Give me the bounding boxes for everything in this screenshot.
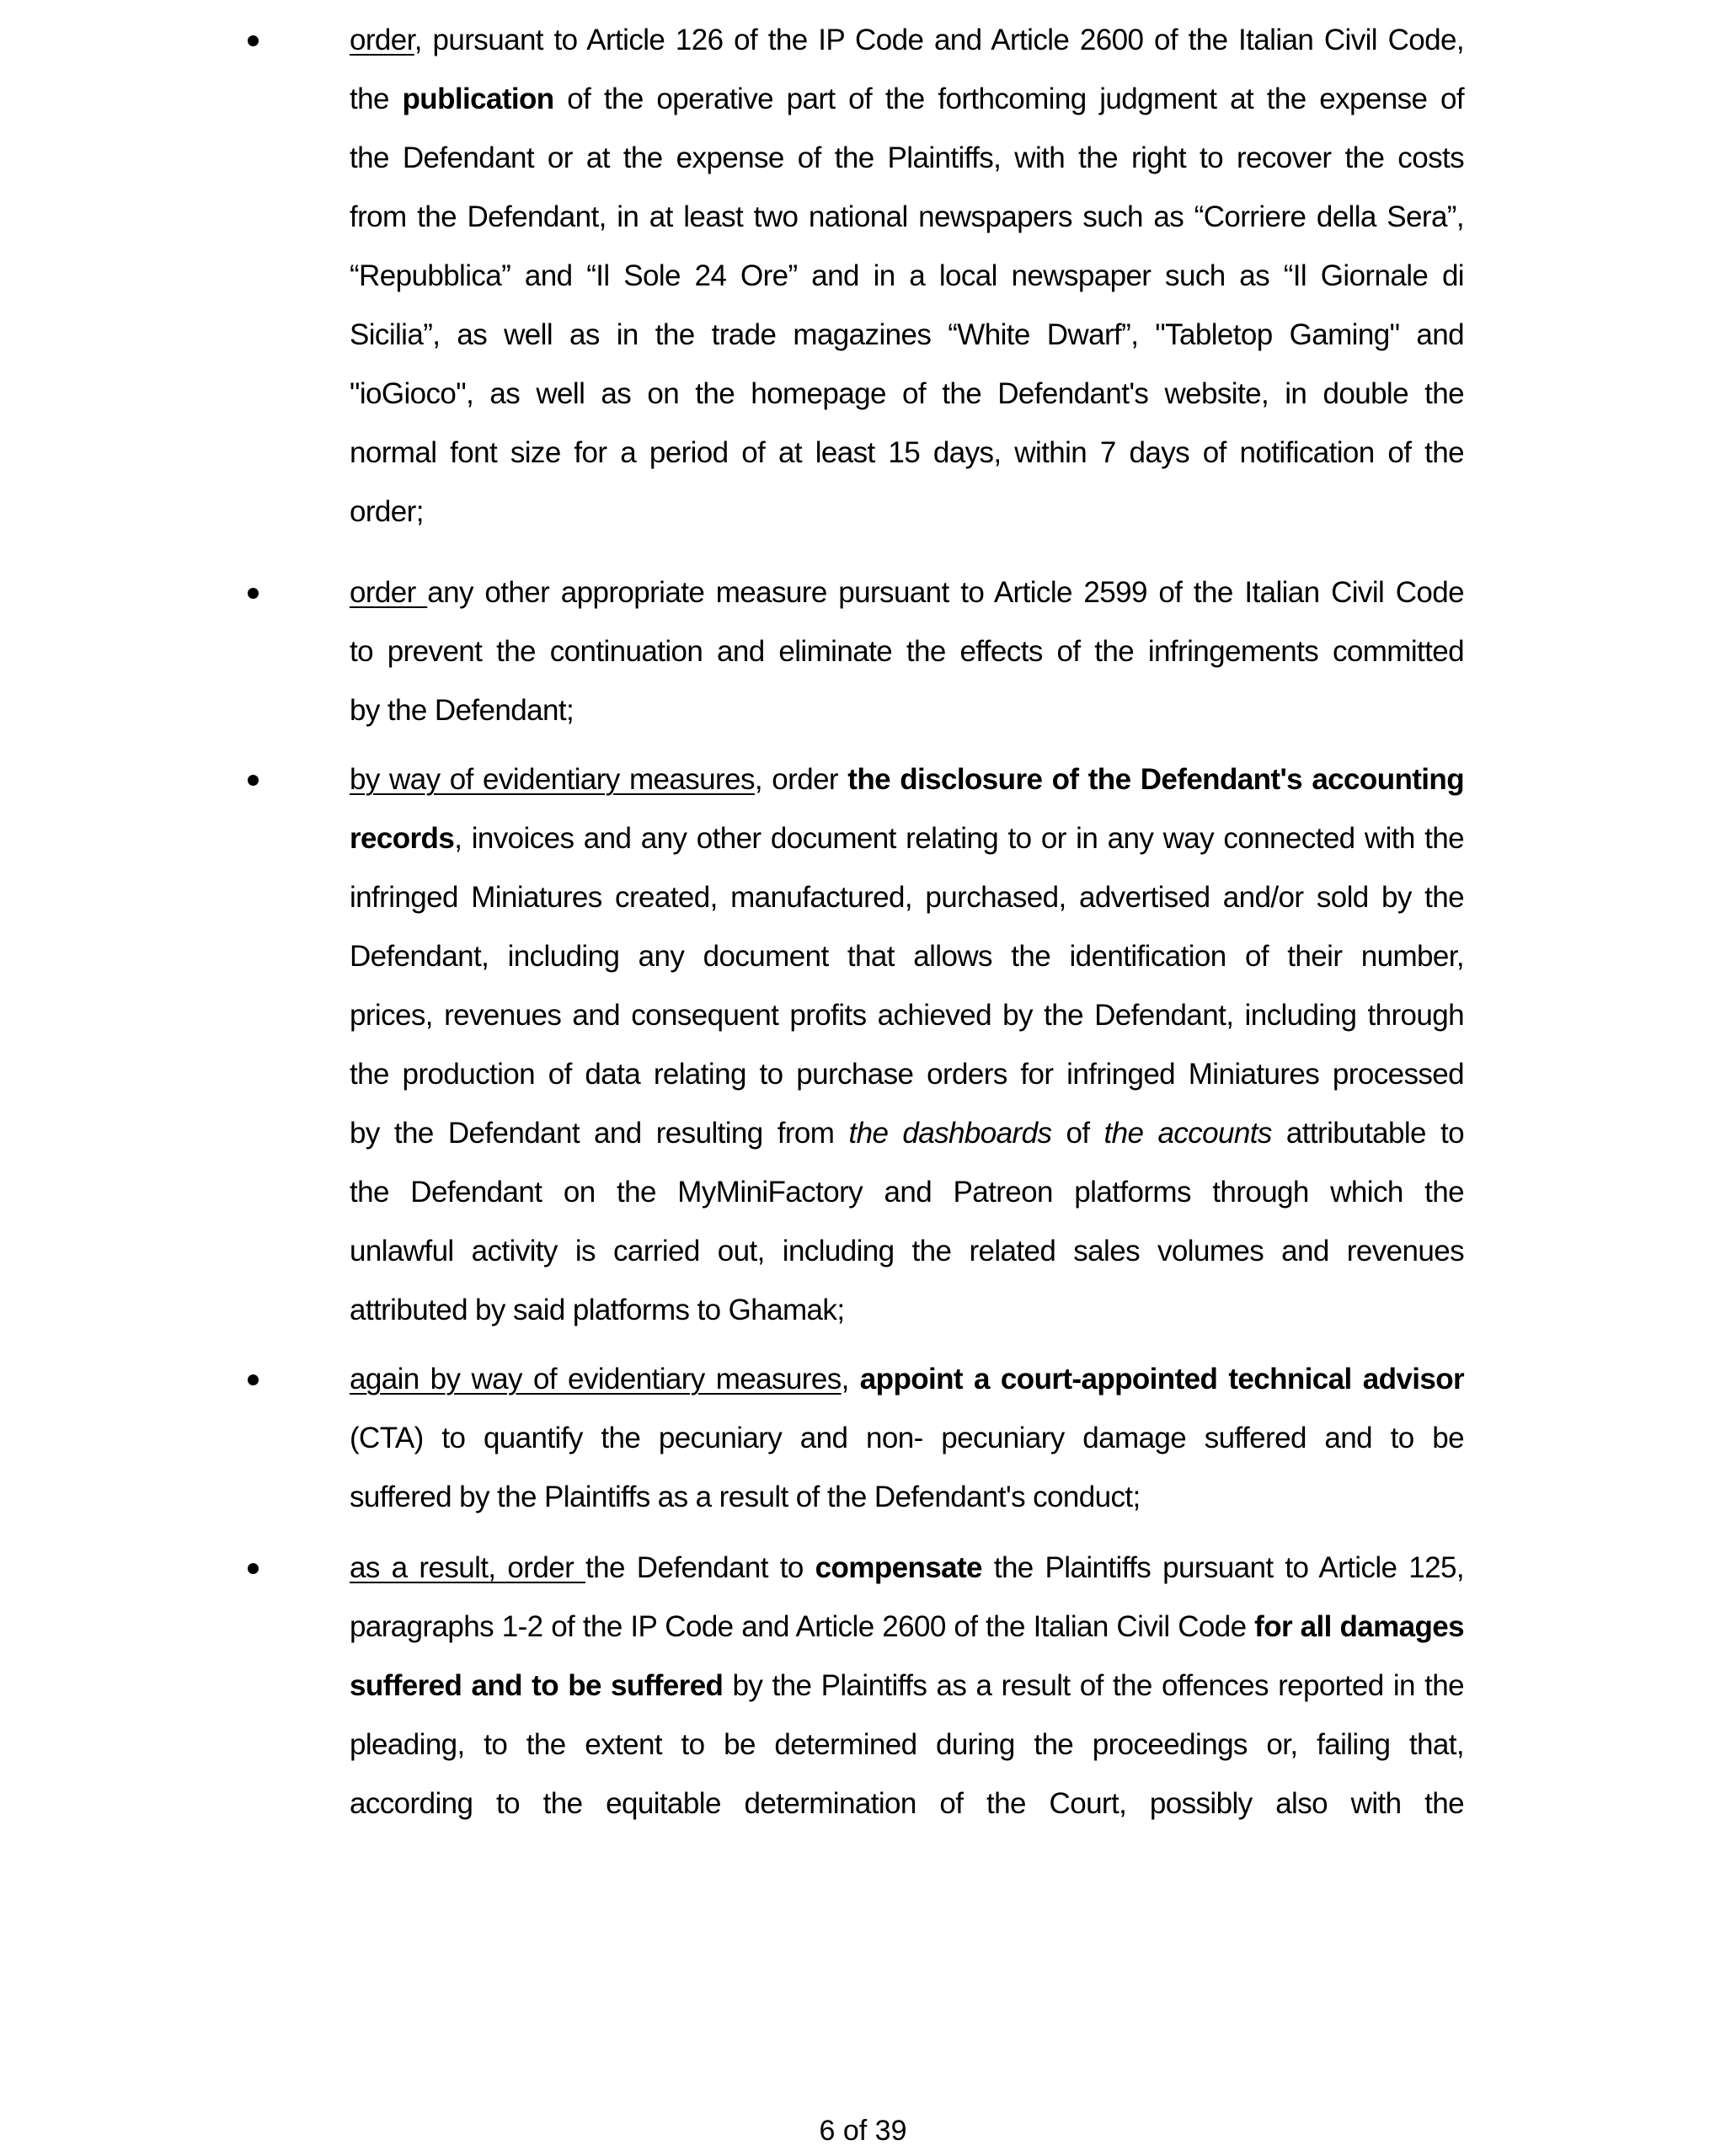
text-line: paragraphs 1-2 of the IP Code and Article 2600 of the Italian Civil Code for all damages: [350, 1610, 1465, 1643]
text-line: (CTA) to quantify the pecuniary and non- pecuniary damage suffered and to be: [350, 1422, 1464, 1454]
text-line: order;: [350, 495, 424, 528]
text-line: as a result, order the Defendant to compensate the Plaintiffs pursuant to Article 125,: [350, 1551, 1464, 1584]
text-line: from the Defendant, in at least two national newspapers such as “Corriere della Sera”,: [350, 200, 1464, 233]
text-line: pleading, to the extent to be determined during the proceedings or, failing that,: [350, 1728, 1464, 1761]
underlined-text: by way of evidentiary measures: [350, 763, 755, 796]
text-line: the production of data relating to purchase orders for infringed Miniatures processed: [350, 1058, 1464, 1091]
underlined-text: as a result, order: [350, 1551, 586, 1584]
text-line: suffered and to be suffered by the Plaintiffs as a result of the offences reported in the: [350, 1669, 1464, 1702]
text-line: attributed by said platforms to Ghamak;: [350, 1294, 845, 1326]
text-line: by way of evidentiary measures, order the disclosure of the Defendant's accounting: [350, 763, 1464, 796]
text-line: prices, revenues and consequent profits achieved by the Defendant, including through: [350, 999, 1464, 1032]
text-line: "ioGioco", as well as on the homepage of the Defendant's website, in double the: [350, 377, 1464, 410]
text-line: order, pursuant to Article 126 of the IP Code and Article 2600 of the Italian Civil Code,: [350, 24, 1464, 56]
underlined-text: again by way of evidentiary measures: [350, 1363, 842, 1396]
bold-text: records: [350, 822, 455, 855]
text-line: the Defendant or at the expense of the Plaintiffs, with the right to recover the costs: [350, 141, 1464, 174]
text-line: suffered by the Plaintiffs as a result of the Defendant's conduct;: [350, 1481, 1141, 1513]
bold-text: suffered and to be suffered: [350, 1669, 724, 1702]
bullet-icon: [246, 1563, 263, 1580]
bold-text: compensate: [815, 1551, 982, 1584]
text-line: unlawful activity is carried out, including the related sales volumes and revenues: [350, 1235, 1464, 1267]
page-number: 6 of 39: [819, 2115, 907, 2147]
bold-text: publication: [402, 83, 554, 115]
bold-text: appoint a court-appointed technical advisor: [859, 1363, 1465, 1396]
bold-text: the disclosure of the Defendant's accounting: [847, 763, 1464, 796]
text-line: normal font size for a period of at least 15 days, within 7 days of notification of the: [350, 436, 1464, 469]
italic-text: the dashboards: [848, 1117, 1052, 1150]
text-line: Sicilia”, as well as in the trade magazines “White Dwarf”, "Tabletop Gaming" and: [350, 318, 1464, 351]
text-line: records, invoices and any other document relating to or in any way connected with the: [350, 822, 1464, 855]
text-line: by the Defendant and resulting from the dashboards of the accounts attributable to: [350, 1117, 1464, 1150]
text-line: Defendant, including any document that allows the identification of their number,: [350, 940, 1464, 973]
text-line: “Repubblica” and “Il Sole 24 Ore” and in a local newspaper such as “Il Giornale di: [350, 259, 1464, 292]
bullet-icon: [246, 588, 263, 605]
bullet-icon: [246, 35, 263, 52]
text-line: to prevent the continuation and eliminate the effects of the infringements committed: [350, 635, 1464, 668]
underlined-text: order: [350, 576, 428, 609]
text-line: the publication of the operative part of the forthcoming judgment at the expense of: [350, 83, 1464, 115]
bullet-icon: [246, 1374, 263, 1391]
italic-text: the accounts: [1103, 1117, 1272, 1150]
text-line: according to the equitable determination of the Court, possibly also with the: [350, 1787, 1464, 1820]
text-line: by the Defendant;: [350, 694, 574, 727]
text-line: order any other appropriate measure pursuant to Article 2599 of the Italian Civil Code: [350, 576, 1464, 609]
text-line: infringed Miniatures created, manufactured, purchased, advertised and/or sold by the: [350, 881, 1464, 914]
bullet-icon: [246, 775, 263, 792]
text-line: again by way of evidentiary measures, appoint a court-appointed technical advisor: [350, 1363, 1465, 1396]
bold-text: for all damages: [1254, 1610, 1465, 1643]
text-line: the Defendant on the MyMiniFactory and Patreon platforms through which the: [350, 1176, 1464, 1209]
underlined-text: order: [350, 24, 414, 56]
